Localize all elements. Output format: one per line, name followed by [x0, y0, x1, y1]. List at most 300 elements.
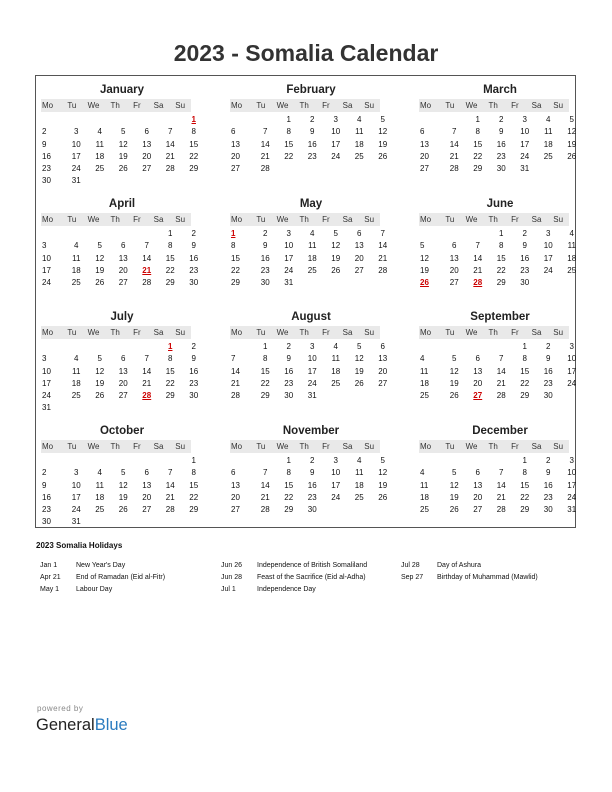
day-cell: 2: [263, 229, 268, 238]
day-cell: 16: [189, 366, 199, 376]
day-cell: 10: [520, 127, 530, 137]
empty-cell: [65, 114, 89, 126]
day-cell: 24: [567, 378, 577, 388]
day-cell: 19: [420, 265, 429, 275]
day-cell: 30: [520, 278, 530, 288]
day-cell: 11: [355, 127, 364, 137]
day-cell: 12: [449, 480, 459, 490]
day-cell: 11: [95, 480, 104, 490]
day-cell: 23: [189, 378, 199, 388]
weekday-label: Fr: [511, 328, 519, 337]
day-cell: 19: [331, 253, 341, 263]
day-cell: 12: [331, 241, 341, 251]
day-cell: 20: [420, 151, 429, 161]
day-cell: 2: [310, 115, 315, 124]
day-cell: 3: [42, 241, 47, 251]
empty-cell: [254, 114, 278, 126]
day-cell: 23: [543, 492, 553, 502]
holiday-date: Jun 28: [221, 574, 243, 582]
weekday-header: [230, 99, 380, 112]
day-cell: 17: [520, 139, 530, 149]
day-cell: 22: [473, 151, 483, 161]
day-cell: 27: [231, 164, 240, 174]
day-cell: 23: [284, 378, 294, 388]
day-cell: 3: [569, 456, 574, 465]
day-cell: 8: [191, 127, 196, 137]
day-cell: 20: [142, 492, 152, 502]
day-cell: 18: [307, 253, 317, 263]
day-cell: 31: [71, 517, 81, 527]
empty-cell: [466, 455, 490, 467]
day-cell: 22: [189, 492, 199, 502]
day-cell: 21: [260, 151, 270, 161]
weekday-header: [419, 99, 569, 112]
day-cell: 11: [420, 366, 429, 376]
empty-cell: [466, 228, 490, 240]
month-name-text: July: [110, 311, 134, 323]
day-cell: 21: [496, 378, 506, 388]
day-cell: 24: [331, 492, 341, 502]
empty-cell: [443, 455, 467, 467]
day-cell: 14: [165, 139, 175, 149]
day-cell: 27: [118, 391, 128, 401]
day-cell: 27: [354, 265, 364, 275]
day-cell: 16: [284, 366, 294, 376]
empty-cell: [159, 114, 183, 126]
weekday-label: Sa: [153, 101, 164, 110]
weekday-label: Su: [553, 328, 564, 337]
weekday-label: Fr: [133, 101, 141, 110]
brand-general: General: [36, 716, 95, 734]
day-cell: 15: [189, 139, 199, 149]
day-cell: 9: [522, 241, 527, 251]
weekday-label: Fr: [511, 101, 519, 110]
day-cell: 12: [567, 127, 577, 137]
empty-cell: [159, 455, 183, 467]
day-cell: 28: [496, 505, 506, 515]
day-cell: 5: [121, 468, 126, 478]
day-cell: 17: [307, 366, 317, 376]
day-cell: 17: [42, 378, 51, 388]
day-cell: 5: [420, 241, 425, 251]
day-cell: 23: [189, 265, 199, 275]
day-cell: 26: [95, 391, 105, 401]
day-cell: 11: [308, 241, 317, 251]
weekday-header: [230, 326, 380, 339]
calendar-frame: [35, 75, 576, 528]
empty-cell: [490, 455, 514, 467]
holiday-row: [40, 560, 165, 572]
day-cell: 20: [142, 151, 152, 161]
day-cell: 3: [74, 127, 79, 137]
day-cell: 20: [378, 366, 388, 376]
holiday-date: May 1: [40, 586, 60, 594]
month-name: [41, 309, 191, 326]
month-june: [419, 196, 577, 289]
holiday-date: Jul 28: [401, 562, 420, 569]
day-cell: 24: [543, 265, 553, 275]
day-cell: 25: [71, 391, 81, 401]
empty-cell: [419, 114, 443, 126]
day-cell: 2: [191, 229, 196, 238]
month-february: [230, 82, 388, 175]
month-name: [41, 423, 191, 440]
weekday-label: Tu: [445, 442, 455, 451]
weekday-label: Sa: [531, 328, 542, 337]
empty-cell: [88, 341, 112, 353]
holiday-date: Apr 21: [40, 574, 61, 582]
day-cell: 19: [95, 378, 105, 388]
day-cell: 5: [380, 456, 385, 465]
day-cell: 3: [569, 342, 574, 351]
day-cell: 1: [286, 456, 291, 465]
day-cell: 3: [522, 115, 527, 124]
weekday-label: Mo: [420, 328, 432, 337]
day-cell: 18: [95, 492, 105, 502]
weekday-label: Th: [299, 215, 309, 224]
weekday-label: Th: [110, 442, 120, 451]
day-cell: 11: [355, 468, 364, 478]
holiday-day-cell: 26: [420, 278, 429, 288]
day-cell: 10: [331, 127, 341, 137]
day-cell: 11: [95, 139, 104, 149]
day-cell: 15: [284, 480, 294, 490]
day-cell: 12: [95, 366, 105, 376]
day-cell: 31: [284, 278, 294, 288]
weekday-label: Mo: [420, 215, 432, 224]
day-grid: [419, 114, 577, 175]
weekday-label: Fr: [322, 442, 330, 451]
day-cell: 23: [543, 378, 553, 388]
empty-cell: [88, 228, 112, 240]
weekday-label: We: [87, 101, 100, 110]
weekday-label: Mo: [420, 442, 432, 451]
day-cell: 6: [475, 354, 480, 364]
empty-cell: [112, 114, 136, 126]
weekday-label: Th: [299, 101, 309, 110]
day-cell: 15: [520, 366, 530, 376]
month-name-text: August: [291, 311, 331, 323]
day-cell: 20: [473, 492, 483, 502]
weekday-label: We: [276, 442, 289, 451]
month-january: [41, 82, 199, 188]
day-cell: 1: [522, 342, 527, 351]
empty-cell: [41, 455, 65, 467]
day-cell: 10: [331, 468, 341, 478]
empty-cell: [443, 341, 467, 353]
weekday-label: Su: [175, 328, 186, 337]
day-cell: 10: [42, 253, 51, 263]
day-cell: 18: [354, 139, 364, 149]
day-cell: 14: [231, 366, 240, 376]
weekday-header: [41, 213, 191, 226]
holiday-name: Labour Day: [76, 586, 113, 594]
empty-cell: [230, 341, 254, 353]
day-cell: 12: [354, 354, 364, 364]
empty-cell: [135, 114, 159, 126]
day-cell: 21: [449, 151, 459, 161]
day-cell: 12: [118, 139, 128, 149]
day-cell: 2: [522, 229, 527, 238]
day-cell: 25: [543, 151, 553, 161]
holiday-name: Independence Day: [257, 586, 316, 594]
day-cell: 10: [284, 241, 294, 251]
month-name: [41, 196, 191, 213]
day-cell: 2: [546, 342, 551, 351]
day-cell: 24: [307, 378, 317, 388]
day-cell: 13: [354, 241, 364, 251]
weekday-label: Su: [364, 215, 375, 224]
day-cell: 15: [165, 366, 175, 376]
empty-cell: [88, 114, 112, 126]
day-cell: 21: [473, 265, 483, 275]
day-cell: 7: [144, 354, 149, 364]
day-cell: 8: [263, 354, 268, 364]
day-cell: 13: [378, 354, 388, 364]
day-cell: 9: [42, 139, 47, 149]
day-cell: 27: [449, 278, 459, 288]
weekday-header: [41, 440, 191, 453]
day-cell: 19: [567, 139, 577, 149]
weekday-label: Th: [110, 101, 120, 110]
weekday-label: Tu: [445, 328, 455, 337]
weekday-label: Su: [553, 101, 564, 110]
day-cell: 30: [42, 176, 51, 186]
day-cell: 16: [520, 253, 530, 263]
day-cell: 2: [310, 456, 315, 465]
day-cell: 8: [168, 241, 173, 251]
day-cell: 4: [97, 127, 102, 137]
day-cell: 17: [71, 492, 81, 502]
day-cell: 12: [378, 127, 388, 137]
day-cell: 7: [168, 468, 173, 478]
day-cell: 11: [567, 241, 576, 251]
holiday-row: [401, 572, 538, 584]
day-grid: [41, 114, 199, 188]
empty-cell: [65, 228, 89, 240]
day-cell: 7: [475, 241, 480, 251]
day-cell: 13: [449, 253, 459, 263]
weekday-label: We: [87, 215, 100, 224]
day-cell: 5: [569, 115, 574, 124]
weekday-label: Fr: [322, 215, 330, 224]
day-cell: 24: [284, 265, 294, 275]
month-november: [230, 423, 388, 516]
day-cell: 16: [307, 480, 317, 490]
holiday-day-cell: 21: [142, 265, 152, 275]
day-cell: 8: [191, 468, 196, 478]
month-name: [230, 82, 380, 99]
day-cell: 29: [496, 278, 506, 288]
day-cell: 13: [118, 253, 128, 263]
day-cell: 21: [165, 492, 175, 502]
day-cell: 6: [452, 241, 457, 251]
month-september: [419, 309, 577, 402]
day-cell: 30: [189, 391, 199, 401]
weekday-label: Mo: [42, 328, 54, 337]
month-name: [419, 309, 569, 326]
weekday-label: Mo: [231, 215, 243, 224]
empty-cell: [41, 341, 65, 353]
weekday-label: Mo: [42, 101, 54, 110]
day-cell: 18: [331, 366, 341, 376]
day-cell: 3: [74, 468, 79, 478]
day-cell: 13: [231, 139, 240, 149]
day-cell: 28: [260, 164, 270, 174]
day-cell: 15: [496, 253, 506, 263]
weekday-label: Sa: [342, 215, 353, 224]
day-cell: 14: [260, 480, 270, 490]
day-cell: 15: [520, 480, 530, 490]
month-name-text: February: [286, 84, 336, 96]
day-cell: 25: [354, 492, 364, 502]
holiday-column: [221, 560, 367, 597]
day-cell: 8: [286, 468, 291, 478]
day-grid: [230, 114, 388, 175]
weekday-label: Th: [488, 101, 498, 110]
day-cell: 27: [142, 505, 152, 515]
day-cell: 3: [546, 229, 551, 238]
day-cell: 20: [473, 378, 483, 388]
month-name-text: November: [282, 425, 340, 437]
weekday-label: We: [465, 215, 478, 224]
day-cell: 7: [231, 354, 236, 364]
day-cell: 7: [168, 127, 173, 137]
day-cell: 21: [165, 151, 175, 161]
month-july: [41, 309, 199, 415]
month-name: [41, 82, 191, 99]
day-cell: 13: [473, 366, 483, 376]
weekday-label: Sa: [153, 215, 164, 224]
empty-cell: [135, 228, 159, 240]
day-cell: 8: [522, 354, 527, 364]
weekday-label: Tu: [256, 328, 266, 337]
day-cell: 7: [452, 127, 457, 137]
weekday-label: Fr: [133, 442, 141, 451]
day-grid: [230, 228, 388, 289]
month-october: [41, 423, 199, 529]
day-cell: 29: [284, 505, 294, 515]
day-cell: 6: [231, 468, 236, 478]
day-cell: 8: [168, 354, 173, 364]
day-cell: 19: [449, 492, 459, 502]
weekday-header: [419, 326, 569, 339]
day-cell: 7: [263, 127, 268, 137]
day-cell: 9: [546, 354, 551, 364]
empty-cell: [443, 228, 467, 240]
day-cell: 25: [307, 265, 317, 275]
holiday-name: Birthday of Muhammad (Mawlid): [437, 574, 538, 582]
day-cell: 16: [496, 139, 506, 149]
day-cell: 5: [333, 229, 338, 238]
month-name: [419, 423, 569, 440]
weekday-label: Tu: [445, 215, 455, 224]
day-cell: 23: [42, 164, 51, 174]
day-cell: 16: [42, 492, 51, 502]
day-grid: [41, 455, 199, 529]
day-cell: 23: [496, 151, 506, 161]
day-cell: 10: [567, 468, 577, 478]
day-cell: 26: [378, 151, 388, 161]
empty-cell: [490, 341, 514, 353]
day-cell: 25: [331, 378, 341, 388]
day-cell: 3: [333, 456, 338, 465]
weekday-label: Sa: [153, 328, 164, 337]
day-cell: 6: [231, 127, 236, 137]
holiday-day-cell: 27: [473, 391, 483, 401]
day-cell: 14: [473, 253, 483, 263]
day-cell: 31: [307, 391, 317, 401]
generalblue-logo[interactable]: [36, 716, 128, 735]
day-cell: 5: [380, 115, 385, 124]
weekday-label: Su: [175, 442, 186, 451]
weekday-label: Fr: [511, 442, 519, 451]
weekday-label: Fr: [511, 215, 519, 224]
month-name-text: May: [299, 198, 323, 210]
day-cell: 7: [499, 468, 504, 478]
day-cell: 5: [452, 354, 457, 364]
day-cell: 17: [331, 139, 341, 149]
day-cell: 18: [354, 480, 364, 490]
day-cell: 17: [567, 366, 577, 376]
month-name-text: March: [483, 84, 517, 96]
weekday-label: Sa: [342, 442, 353, 451]
day-cell: 8: [286, 127, 291, 137]
day-cell: 15: [189, 480, 199, 490]
weekday-label: Fr: [133, 215, 141, 224]
day-cell: 20: [231, 151, 240, 161]
weekday-label: We: [465, 442, 478, 451]
day-cell: 18: [420, 378, 429, 388]
day-cell: 4: [333, 342, 338, 351]
weekday-label: Su: [364, 442, 375, 451]
day-cell: 5: [121, 127, 126, 137]
weekday-label: Tu: [256, 442, 266, 451]
empty-cell: [112, 341, 136, 353]
day-cell: 28: [260, 505, 270, 515]
day-cell: 1: [263, 342, 268, 351]
day-cell: 28: [165, 164, 175, 174]
day-cell: 19: [354, 366, 364, 376]
day-cell: 22: [260, 378, 270, 388]
day-cell: 12: [420, 253, 429, 263]
day-cell: 9: [263, 241, 268, 251]
day-cell: 30: [42, 517, 51, 527]
day-cell: 30: [543, 505, 553, 515]
empty-cell: [65, 341, 89, 353]
weekday-label: Fr: [133, 328, 141, 337]
day-cell: 4: [420, 468, 425, 478]
day-cell: 25: [95, 164, 105, 174]
day-grid: [419, 341, 577, 402]
day-cell: 11: [544, 127, 553, 137]
day-cell: 13: [420, 139, 429, 149]
weekday-label: Tu: [67, 215, 77, 224]
empty-cell: [88, 455, 112, 467]
day-cell: 30: [543, 391, 553, 401]
holiday-day-cell: 1: [168, 342, 173, 351]
day-cell: 25: [567, 265, 577, 275]
day-cell: 18: [71, 265, 81, 275]
day-cell: 26: [118, 164, 128, 174]
day-cell: 5: [97, 354, 102, 364]
day-cell: 26: [118, 505, 128, 515]
day-cell: 5: [452, 468, 457, 478]
day-cell: 9: [310, 468, 315, 478]
weekday-label: We: [465, 101, 478, 110]
day-cell: 21: [142, 378, 152, 388]
day-cell: 4: [546, 115, 551, 124]
